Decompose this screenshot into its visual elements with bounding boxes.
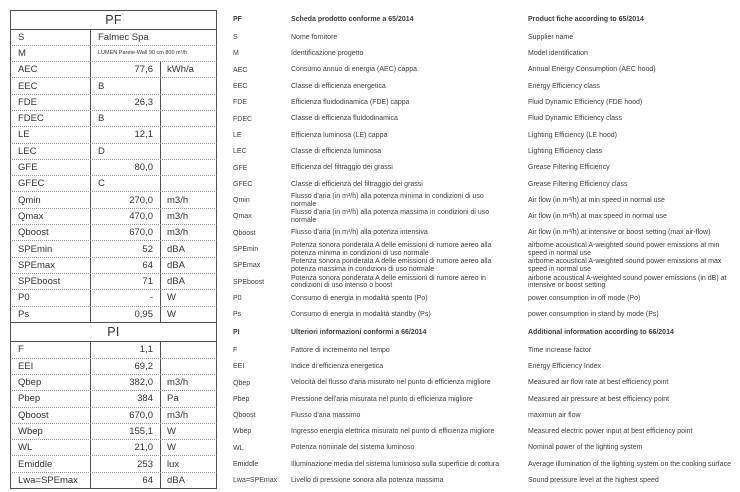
- spec-value-cell: 670,0: [91, 225, 161, 240]
- spec-unit-cell: [161, 127, 216, 142]
- spec-name-cell: FDE: [11, 95, 91, 110]
- spec-description-it: Classe di efficienza energetica: [291, 82, 386, 90]
- spec-description-en: Sound pressure level at the highest speed: [528, 477, 659, 485]
- spec-name-cell: Qboost: [11, 225, 91, 240]
- spec-unit-cell: m3/h: [167, 210, 189, 222]
- spec-value-cell: 253: [91, 456, 161, 471]
- spec-unit-cell: W: [167, 308, 176, 320]
- spec-name-cell: SPEboost: [11, 274, 91, 289]
- spec-value-cell: 64: [91, 473, 161, 488]
- spec-description-en: Supplier name: [528, 33, 574, 41]
- spec-value-cell: 155,1: [91, 424, 161, 439]
- spec-name-cell: Wbep: [11, 424, 91, 439]
- spec-row: [10, 359, 740, 375]
- spec-code: P0: [233, 294, 242, 302]
- spec-description-en: Model identification: [528, 50, 588, 58]
- spec-code: Qbep: [233, 379, 251, 387]
- spec-code: EEC: [233, 83, 248, 91]
- spec-row: [10, 127, 740, 143]
- spec-code: FDEC: [233, 115, 253, 123]
- spec-row: [10, 274, 740, 290]
- spec-value-cell: C: [91, 176, 161, 191]
- spec-row: [10, 144, 740, 160]
- spec-description-it: Consumo di energia in modalità standby (Ps): [291, 310, 431, 318]
- spec-row: [10, 46, 740, 62]
- section-title-it: Ulteriori informazioni conformi a 66/2014: [291, 328, 427, 336]
- spec-table-cells: [10, 307, 217, 323]
- spec-code: SPEmax: [233, 262, 261, 270]
- spec-description-en: Fluid Dynamic Efficiency class: [528, 115, 623, 123]
- spec-name-cell: LEC: [11, 144, 91, 159]
- spec-row: [10, 391, 740, 407]
- spec-code: Wbep: [233, 428, 252, 436]
- section-title-it: Scheda prodotto conforme a 65/2014: [291, 15, 414, 23]
- spec-value-cell: 21,0: [91, 440, 161, 455]
- spec-name-cell: EEI: [11, 359, 91, 374]
- spec-table-cells: [10, 46, 217, 62]
- spec-row: [10, 78, 740, 94]
- spec-code: AEC: [233, 66, 248, 74]
- spec-code: Lwa=SPEmax: [233, 477, 278, 485]
- section-title-en: Additional information according to 66/2014: [528, 328, 674, 336]
- spec-table-document: [10, 10, 740, 489]
- spec-table-cells: [10, 176, 217, 192]
- spec-code: S: [233, 34, 238, 42]
- spec-row: [10, 192, 740, 208]
- spec-row: [10, 241, 740, 257]
- spec-name-cell: F: [11, 342, 91, 357]
- spec-description-en: Energy Efficiency class: [528, 82, 600, 90]
- spec-table-cells: [10, 342, 217, 358]
- spec-name-cell: Qmax: [11, 209, 91, 224]
- spec-row: [10, 209, 740, 225]
- spec-table-cells: [10, 375, 217, 391]
- spec-name-cell: SPEmin: [11, 241, 91, 256]
- spec-value-cell: 0,95: [91, 307, 161, 322]
- spec-description-it: Consumo annuo di energia (AEC) cappa: [291, 66, 418, 74]
- spec-description-en: Grease Filtering Efficiency: [528, 164, 610, 172]
- spec-table-cells: [10, 359, 217, 375]
- spec-description-it: Identificazione progetto: [291, 50, 364, 58]
- spec-value-cell: 1,1: [91, 342, 161, 357]
- spec-row: [10, 258, 740, 274]
- spec-description-it: Velocità del flusso d'aria misurato nel punto di efficienza migliore: [291, 379, 491, 387]
- spec-description-it: Efficienza fluidodinamica (FDE) cappa: [291, 99, 410, 107]
- spec-value-cell: 12,1: [91, 127, 161, 142]
- spec-name-cell: LE: [11, 127, 91, 142]
- spec-description-en: Fluid Dynamic Efficiency (FDE hood): [528, 99, 643, 107]
- spec-row: [10, 30, 740, 46]
- spec-description-en: airborne acoustical A-weighted sound power emissions at min speed in normal use: [528, 241, 720, 257]
- spec-unit-cell: dBA: [167, 474, 185, 486]
- spec-description-it: Flusso d'aria (in m³/h) alla potenza massima in condizioni di uso normale: [291, 209, 490, 224]
- spec-unit-cell: [161, 78, 216, 93]
- spec-name-cell: Pbep: [11, 391, 91, 406]
- spec-description-it: Livello di pressione sonora alla potenza massima: [291, 477, 444, 485]
- spec-value-cell: D: [91, 144, 161, 159]
- spec-table-cells: [10, 111, 217, 127]
- spec-description-it: Potenza sonora ponderata A delle emissioni di rumore aereo alla potenza massima in condizioni di uso normale: [291, 258, 492, 273]
- spec-unit-cell: m3/h: [167, 377, 189, 389]
- spec-description-en: Nominal power of the lighting system: [528, 444, 643, 452]
- spec-row: [10, 225, 740, 241]
- spec-unit-cell: [161, 111, 216, 126]
- spec-description-en: Time increase factor: [528, 346, 592, 354]
- spec-value-cell: 71: [91, 274, 161, 289]
- spec-unit-cell: m3/h: [167, 194, 189, 206]
- spec-code: EEI: [233, 363, 245, 371]
- spec-row: [10, 456, 740, 472]
- spec-table-cells: [10, 78, 217, 94]
- spec-value-cell: 382,0: [91, 375, 161, 390]
- spec-description-en: Measured electric power input at best efficiency point: [528, 428, 693, 436]
- spec-unit-cell: kWh/a: [167, 64, 194, 76]
- spec-value-cell: 470,0: [91, 209, 161, 224]
- spec-description-en: Energy Efficiency Index: [528, 362, 602, 370]
- spec-code: Ps: [233, 311, 242, 319]
- spec-table-cells: [10, 30, 217, 46]
- spec-description-it: Potenza nominale del sistema luminoso: [291, 444, 415, 452]
- spec-description-it: Fattore di incremento nel tempo: [291, 346, 390, 354]
- spec-name-cell: P0: [11, 290, 91, 305]
- spec-description-en: airborne acoustical A-weighted sound power emissions at max speed in normal use: [528, 258, 722, 273]
- spec-value-cell: B: [91, 78, 161, 93]
- spec-unit-cell: dBA: [167, 276, 185, 288]
- spec-name-cell: Lwa=SPEmax: [11, 473, 91, 488]
- spec-table-cells: [10, 225, 217, 241]
- spec-description-it: Classe di efficienza fluidodinamica: [291, 115, 398, 123]
- spec-table-cells: [10, 241, 217, 257]
- spec-code: FDE: [233, 99, 247, 107]
- spec-table-cells: [10, 391, 217, 407]
- spec-unit-cell: lux: [167, 458, 180, 470]
- spec-name-cell: FDEC: [11, 111, 91, 126]
- spec-unit-cell: dBA: [167, 259, 185, 271]
- spec-table-cells: [10, 95, 217, 111]
- spec-value-cell: 69,2: [91, 359, 161, 374]
- section-code: PI: [233, 329, 240, 337]
- spec-description-en: Annual Energy Consumption (AEC hood): [528, 66, 656, 74]
- spec-table-cells: [10, 192, 217, 208]
- spec-row: [10, 160, 740, 176]
- spec-name-cell: S: [11, 30, 91, 45]
- spec-code: Emiddle: [233, 461, 259, 469]
- spec-code: SPEboost: [233, 278, 265, 286]
- spec-table-cells: [10, 456, 217, 472]
- spec-row: [10, 176, 740, 192]
- spec-unit-cell: [161, 176, 216, 191]
- spec-unit-cell: W: [167, 442, 176, 454]
- spec-description-it: Efficienza del filtraggio dei grassi: [291, 164, 393, 172]
- spec-name-cell: M: [11, 46, 91, 61]
- spec-code: M: [233, 50, 239, 58]
- spec-description-it: Consumo di energia in modalità spento (Po): [291, 294, 428, 302]
- section-title-cell: PF: [10, 10, 217, 30]
- spec-unit-cell: Pa: [167, 393, 179, 405]
- spec-code: SPEmin: [233, 246, 259, 253]
- spec-description-it: Flusso d'aria (in m³/h) alla potenza minima in condizioni di uso normale: [291, 193, 484, 208]
- spec-value-cell: Falmec Spa: [98, 31, 149, 43]
- section-title-en: Product fiche according to 65/2014: [528, 15, 644, 23]
- spec-unit-cell: [161, 160, 216, 175]
- spec-description-it: Nome fornitore: [291, 33, 338, 41]
- spec-code: WL: [233, 444, 244, 452]
- spec-row: [10, 473, 740, 489]
- spec-table-cells: [10, 440, 217, 456]
- spec-description-it: Flusso d'aria (in m³/h) alla potenza intensiva: [291, 229, 428, 237]
- spec-description-en: Lighting Efficiency (LE hood): [528, 131, 617, 139]
- spec-description-en: Measured air pressure at best efficiency point: [528, 395, 670, 403]
- spec-unit-cell: [161, 95, 216, 110]
- spec-table-cells: [10, 408, 217, 424]
- section-header-row: [10, 10, 740, 30]
- spec-unit-cell: [161, 144, 216, 159]
- spec-description-en: Air flow (in m³/h) at intensive or boost setting (max air-flow): [528, 229, 711, 237]
- spec-description-it: Pressione dell'aria misurata nel punto di efficienza migliore: [291, 395, 473, 403]
- spec-value-cell: 270,0: [91, 192, 161, 207]
- spec-name-cell: Qbep: [11, 375, 91, 390]
- spec-value-cell: -: [91, 290, 161, 305]
- spec-value-cell: 26,3: [91, 95, 161, 110]
- spec-code: F: [233, 346, 238, 354]
- spec-description-en: Measured air flow rate at best efficiency point: [528, 379, 669, 387]
- spec-row: [10, 375, 740, 391]
- spec-unit-cell: m3/h: [167, 227, 189, 239]
- spec-value-cell: 77,6: [91, 62, 161, 77]
- spec-description-en: power consumption in stand by mode (Ps): [528, 310, 659, 318]
- spec-unit-cell: dBA: [167, 243, 185, 255]
- spec-value-cell: 384: [91, 391, 161, 406]
- spec-row: [10, 307, 740, 323]
- spec-unit-cell: [161, 342, 216, 357]
- spec-table-cells: [10, 62, 217, 78]
- spec-unit-cell: [161, 359, 216, 374]
- spec-name-cell: Ps: [11, 307, 91, 322]
- spec-description-en: Air flow (in m³/h) at max speed in normal use: [528, 213, 667, 221]
- spec-description-it: Ingresso energia elettrica misurato nel punto di efficienza migliore: [291, 428, 495, 436]
- spec-row: [10, 62, 740, 78]
- spec-description-it: Indice di efficienza energetica: [291, 362, 384, 370]
- spec-name-cell: Qboost: [11, 408, 91, 423]
- spec-description-it: Illuminazione media del sistema luminoso sulla superficie di cottura: [291, 460, 500, 468]
- spec-row: [10, 440, 740, 456]
- spec-description-it: Flusso d'aria massimo: [291, 411, 361, 419]
- spec-description-en: Lighting Efficiency class: [528, 147, 603, 155]
- spec-description-it: Classe di efficienza luminosa: [291, 147, 382, 155]
- spec-name-cell: Emiddle: [11, 456, 91, 471]
- spec-description-it: Classe di efficienza del filtraggio dei grassi: [291, 180, 423, 188]
- spec-description-it: Potenza sonora ponderata A delle emissioni di rumore aereo alla potenza minima in condizioni di uso normale: [291, 241, 492, 257]
- spec-row: [10, 424, 740, 440]
- spec-name-cell: EEC: [11, 78, 91, 93]
- spec-table-cells: [10, 144, 217, 160]
- spec-table-cells: [10, 290, 217, 306]
- spec-code: LEC: [233, 148, 247, 156]
- spec-value-cell: 52: [91, 241, 161, 256]
- spec-code: Qmin: [233, 197, 250, 205]
- spec-description-en: power consumption in off mode (Po): [528, 294, 641, 302]
- spec-code: LE: [233, 131, 242, 139]
- spec-name-cell: GFE: [11, 160, 91, 175]
- spec-unit-cell: m3/h: [167, 409, 189, 421]
- spec-description-en: Grease Filtering Efficiency class: [528, 180, 628, 188]
- spec-name-cell: GFEC: [11, 176, 91, 191]
- spec-value-cell: B: [91, 111, 161, 126]
- section-header-row: [10, 323, 740, 343]
- spec-row: [10, 95, 740, 111]
- spec-description-en: Average illumination of the lighting system on the cooking surface: [528, 460, 731, 468]
- spec-code: GFEC: [233, 180, 253, 188]
- spec-code: Pbep: [233, 395, 250, 403]
- spec-name-cell: Qmin: [11, 192, 91, 207]
- spec-value-cell: 80,0: [91, 160, 161, 175]
- spec-row: [10, 290, 740, 306]
- spec-code: Qboost: [233, 412, 256, 420]
- spec-value-cell: LUMEN Parete-Wall 90 cm 800 m³/h: [98, 50, 188, 57]
- section-title-cell: PI: [10, 323, 217, 343]
- spec-row: [10, 342, 740, 358]
- spec-name-cell: AEC: [11, 62, 91, 77]
- spec-unit-cell: W: [167, 292, 176, 304]
- spec-value-cell: 64: [91, 258, 161, 273]
- spec-description-en: maximun air flow: [528, 411, 581, 419]
- spec-table-cells: [10, 209, 217, 225]
- spec-row: [10, 408, 740, 424]
- spec-table-cells: [10, 160, 217, 176]
- spec-name-cell: WL: [11, 440, 91, 455]
- spec-table-cells: [10, 473, 217, 489]
- spec-description-it: Efficienza luminosa (LE) cappa: [291, 131, 388, 139]
- spec-row: [10, 111, 740, 127]
- spec-unit-cell: W: [167, 425, 176, 437]
- spec-description-en: airbone acoustical A-weighted sound power emissions (in dB) at intensive or boost setting: [528, 274, 727, 290]
- section-code: PF: [233, 16, 242, 24]
- spec-table-cells: [10, 127, 217, 143]
- spec-code: GFE: [233, 164, 248, 172]
- spec-name-cell: SPEmax: [11, 258, 91, 273]
- spec-table-cells: [10, 274, 217, 290]
- spec-description-it: Potenza sonora ponderata A delle emissioni di rumore aereo in condizioni di uso intenso o boost: [291, 274, 486, 290]
- spec-code: Qboost: [233, 229, 256, 237]
- spec-code: Qmax: [233, 213, 252, 221]
- spec-table-cells: [10, 424, 217, 440]
- spec-description-en: Air flow (in m³/h) at min speed in normal use: [528, 196, 665, 204]
- spec-value-cell: 670,0: [91, 408, 161, 423]
- spec-table-cells: [10, 258, 217, 274]
